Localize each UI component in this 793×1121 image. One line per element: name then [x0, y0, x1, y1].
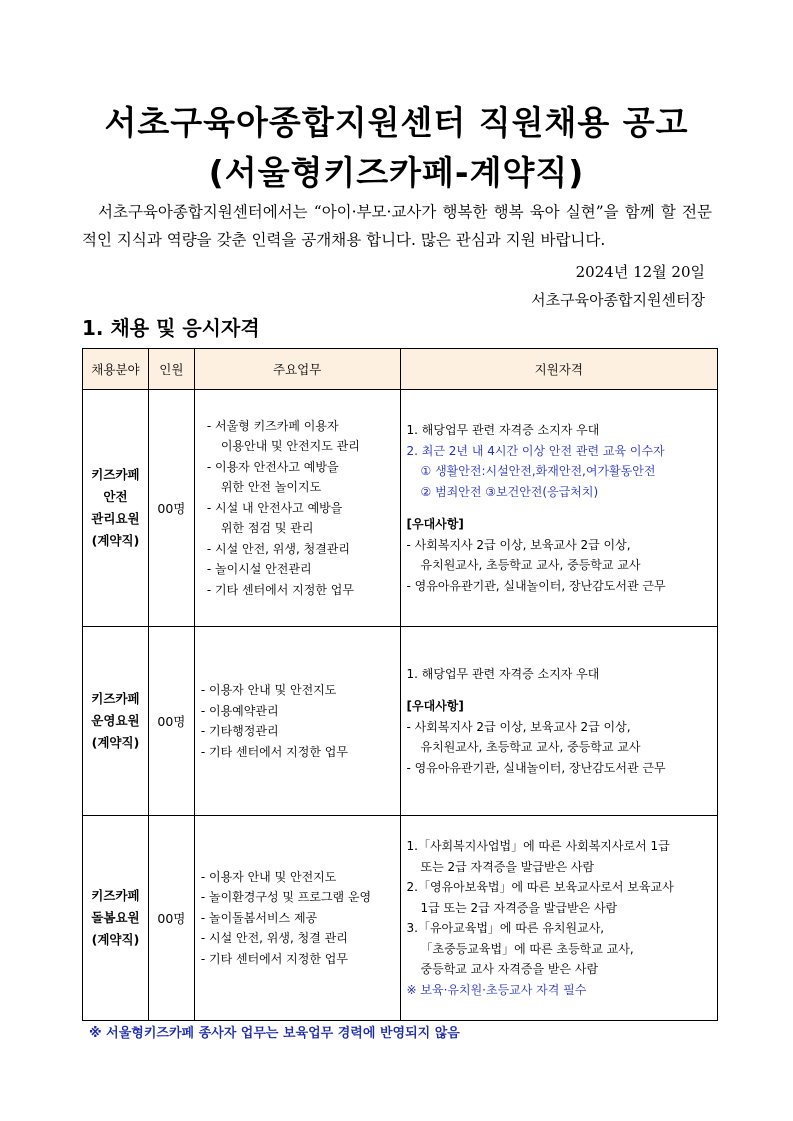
header-duties: 주요업무 — [194, 349, 400, 390]
quals-cell: 1. 해당업무 관련 자격증 소지자 우대 [우대사항] - 사회복지사 2급 이상, 보육교사 2급 이상, 유치원교사, 초등학교 교사, 중등학교 교사 - 영유아유관기관, 실내놀이터, 장난감도서관 근무 — [400, 627, 717, 816]
field-cell: 키즈카페 운영요원 (계약직) — [83, 627, 149, 816]
table-row — [83, 390, 718, 627]
section-title: 1. 채용 및 응시자격 — [82, 316, 260, 340]
table-row — [83, 816, 718, 1021]
count-cell: 00명 — [148, 627, 194, 816]
duties-cell: - 이용자 안내 및 안전지도 - 놀이환경구성 및 프로그램 운영 - 놀이돌봄서비스 제공 - 시설 안전, 위생, 청결 관리 - 기타 센터에서 지정한 업무 — [194, 816, 400, 1021]
count-cell: 00명 — [148, 816, 194, 1021]
quals-cell: 1. 해당업무 관련 자격증 소지자 우대 2. 최근 2년 내 4시간 이상 안전 관련 교육 이수자 ① 생활안전:시설안전,화재안전,여가활동안전 ② 범죄안전 ③보건안전(응급처치) [우대사항] - 사회복지사 2급 이상, 보육교사 2급 이상, 유치원교사, 초등학교 교사, 중등학교 교사 - 영유아유관기관, 실내놀이터, 장난감도서관 근무 — [400, 390, 717, 627]
header-count: 인원 — [148, 349, 194, 390]
page-title: 서초구육아종합지원센터 직원채용 공고 — [104, 103, 689, 142]
issue-block — [531, 258, 705, 314]
duties-cell: - 이용자 안내 및 안전지도 - 이용예약관리 - 기타행정관리 - 기타 센터에서 지정한 업무 — [194, 627, 400, 816]
page-subtitle: (서울형키즈카페-계약직) — [208, 153, 585, 192]
issuer-name: 서초구육아종합지원센터장 — [531, 291, 705, 309]
count-cell: 00명 — [148, 390, 194, 627]
header-quals: 지원자격 — [400, 349, 717, 390]
table-row — [83, 627, 718, 816]
table-header-row — [83, 349, 718, 390]
quals-cell: 1.「사회복지사업법」에 따른 사회복지사로서 1급 또는 2급 자격증을 발급받은 사람 2.「영유아보육법」에 따른 보육교사로서 보육교사 1급 또는 2급 자격증을 발급받은 사람 3.「유아교육법」에 따른 유치원교사, 「초중등교육법」에 따른 초등학교 교사, 중등학교 교사 자격증을 받은 사람 ※ 보육·유치원·초등교사 자격 필수 — [400, 816, 717, 1021]
field-cell: 키즈카페 안전 관리요원 (계약직) — [83, 390, 149, 627]
issue-date: 2024년 12월 20일 — [575, 263, 705, 281]
header-field: 채용분야 — [83, 349, 149, 390]
field-cell: 키즈카페 돌봄요원 (계약직) — [83, 816, 149, 1021]
intro-paragraph: 서초구육아종합지원센터에서는 “아이·부모·교사가 행복한 행복 육아 실현”을 함께 할 전문적인 지식과 역량을 갖춘 인력을 공개채용 합니다. 많은 관심과 지원 바랍니다. — [82, 203, 712, 249]
footnote: ※ 서울형키즈카페 종사자 업무는 보육업무 경력에 반영되지 않음 — [89, 1026, 460, 1041]
duties-cell: - 서울형 키즈카페 이용자 이용안내 및 안전지도 관리 - 이용자 안전사고 예방을 위한 안전 놀이지도 - 시설 내 안전사고 예방을 위한 점검 및 관리 - 시설 안전, 위생, 청결관리 - 놀이시설 안전관리 - 기타 센터에서 지정한 업무 — [194, 390, 400, 627]
recruitment-table — [82, 348, 718, 1021]
